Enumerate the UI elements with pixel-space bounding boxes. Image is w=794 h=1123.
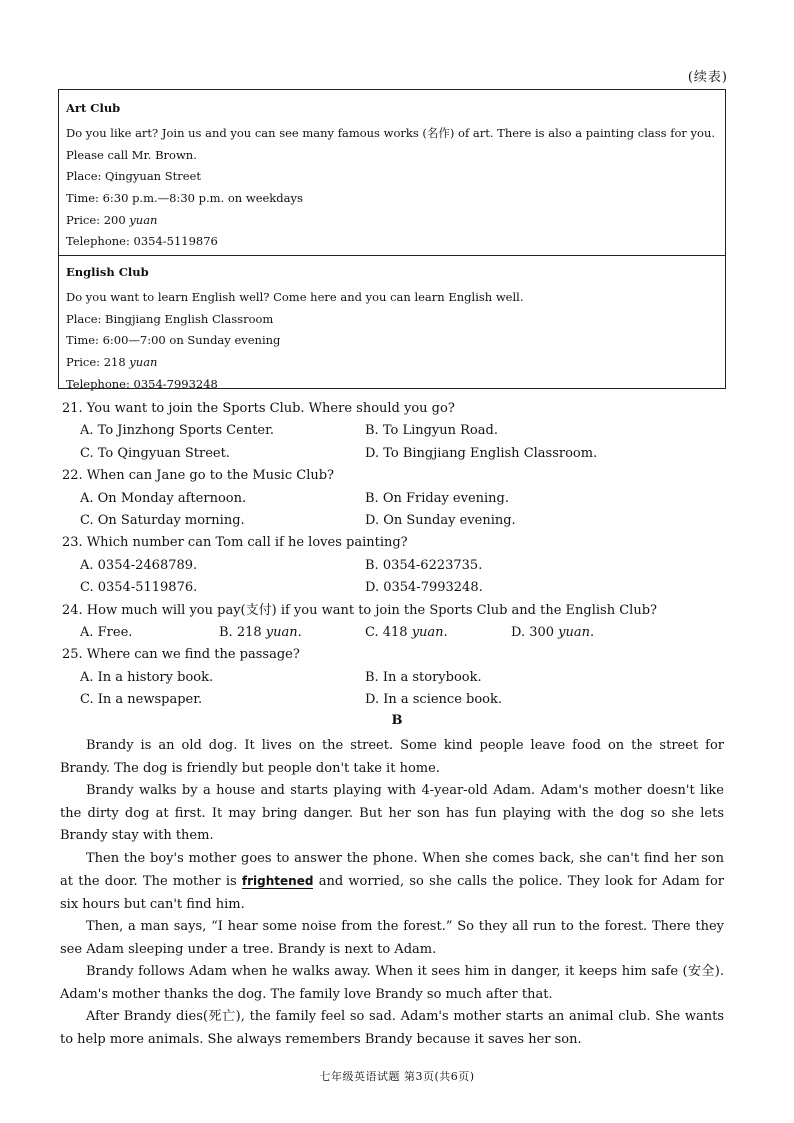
- question-21: 21. You want to join the Sports Club. Where should you go?: [62, 401, 455, 416]
- passage-paragraph-5: Brandy follows Adam when he walks away. When it sees him in danger, it keeps him safe (安全). Adam's mother thanks the dog. The family love Brandy so much after that.: [60, 964, 724, 1002]
- question-21-options-row-1: [62, 420, 742, 442]
- passage-paragraph-4: Then, a man says, “I hear some noise from the forest.” So they all run to the forest. There they see Adam sleeping under a tree. Brandy is next to Adam.: [60, 919, 724, 957]
- question-21-options-row-2: [62, 443, 742, 465]
- art-club-telephone: Telephone: 0354-5119876: [66, 234, 218, 249]
- art-club-call: Please call Mr. Brown.: [66, 147, 197, 162]
- continuation-label: (续表): [687, 70, 728, 85]
- question-24-option-b-unit: yuan: [265, 624, 298, 640]
- art-club-time: Time: 6:30 p.m.—8:30 p.m. on weekdays: [66, 191, 303, 206]
- question-24-option-b: B. 218 yuan.: [219, 624, 302, 640]
- question-22-option-c: C. On Saturday morning.: [80, 512, 245, 528]
- question-22-option-b: B. On Friday evening.: [365, 490, 510, 506]
- passage-paragraph-3-end: and worried, so she calls the police. They look for Adam for six hours but can't find him.: [60, 874, 724, 912]
- section-b-heading: B: [391, 713, 403, 728]
- question-25-option-b: B. In a storybook.: [365, 669, 482, 685]
- question-25-option-d: D. In a science book.: [365, 692, 503, 708]
- english-club-place: Place: Bingjiang English Classroom: [66, 311, 274, 326]
- question-23-option-c: C. 0354-5119876.: [80, 580, 198, 596]
- question-21-option-d: D. To Bingjiang English Classroom.: [365, 445, 598, 461]
- question-24-options-row: [62, 622, 742, 644]
- reading-passage: [60, 735, 724, 1051]
- question-24-option-b-value: B. 218: [219, 624, 266, 640]
- question-21-option-c: C. To Qingyuan Street.: [80, 445, 230, 461]
- english-club-section: [59, 256, 725, 389]
- english-club-price: [66, 352, 725, 374]
- english-club-price-value: Price: 218: [66, 355, 130, 370]
- question-24-option-a: A. Free.: [80, 624, 133, 640]
- art-club-intro: Do you like art? Join us and you can see many famous works (名作) of art. There is also a painting class for you.: [66, 126, 716, 140]
- question-24-option-d: D. 300 yuan.: [511, 624, 595, 640]
- question-list: [62, 398, 742, 711]
- question-22-option-d: D. On Sunday evening.: [365, 512, 516, 528]
- question-24-option-c-value: C. 418: [365, 624, 412, 640]
- highlighted-word: frightened: [241, 874, 314, 888]
- english-club-intro: Do you want to learn English well? Come here and you can learn English well.: [66, 290, 524, 304]
- art-club-price-unit: yuan: [129, 212, 158, 227]
- english-club-telephone: Telephone: 0354-7993248: [66, 376, 218, 391]
- question-23-option-a: A. 0354-2468789.: [80, 557, 198, 573]
- question-22-option-a: A. On Monday afternoon.: [80, 490, 247, 506]
- passage-paragraph-3-start: Then the boy's mother goes to answer the phone. When she comes back, she can't find her son at the door. The mother is: [60, 850, 724, 889]
- question-25-option-a: A. In a history book.: [80, 669, 214, 685]
- question-24-option-c: C. 418 yuan.: [365, 624, 448, 640]
- question-24: 24. How much will you pay(支付) if you want to join the Sports Club and the English Club?: [62, 602, 657, 618]
- passage-paragraph-3: [60, 848, 724, 917]
- question-24-option-d-value: D. 300: [511, 624, 559, 640]
- question-23-options-row-2: [62, 577, 742, 599]
- question-23-option-b: B. 0354-6223735.: [365, 557, 483, 573]
- question-23-options-row-1: [62, 555, 742, 577]
- question-25-options-row-2: [62, 689, 742, 711]
- english-club-time: Time: 6:00—7:00 on Sunday evening: [66, 333, 281, 348]
- question-24-option-c-unit: yuan: [411, 624, 444, 640]
- question-23: 23. Which number can Tom call if he loves painting?: [62, 535, 408, 551]
- art-club-section: [59, 90, 725, 256]
- question-22-options-row-2: [62, 510, 742, 532]
- passage-paragraph-2: Brandy walks by a house and starts playing with 4-year-old Adam. Adam's mother doesn't like the dirty dog at first. It may bring danger. But her son has fun playing with the dog so she lets Brandy stay with them.: [60, 783, 724, 843]
- art-club-price: [66, 210, 725, 232]
- question-22: 22. When can Jane go to the Music Club?: [62, 468, 335, 484]
- question-25: 25. Where can we find the passage?: [62, 647, 300, 663]
- page-footer: 七年级英语试题 第3页(共6页): [319, 1070, 475, 1083]
- question-25-option-c: C. In a newspaper.: [80, 692, 203, 708]
- passage-paragraph-6: After Brandy dies(死亡), the family feel so sad. Adam's mother starts an animal club. She wants to help more animals. She always remembers Brandy because it saves her son.: [60, 1009, 724, 1047]
- question-22-options-row-1: [62, 488, 742, 510]
- question-21-option-b: B. To Lingyun Road.: [365, 423, 498, 439]
- art-club-title: Art Club: [66, 101, 121, 115]
- question-25-options-row-1: [62, 667, 742, 689]
- art-club-place: Place: Qingyuan Street: [66, 169, 201, 184]
- english-club-title: English Club: [66, 265, 149, 279]
- question-24-option-d-unit: yuan: [558, 624, 591, 640]
- art-club-price-value: Price: 200: [66, 212, 130, 227]
- question-21-option-a: A. To Jinzhong Sports Center.: [80, 423, 275, 439]
- passage-paragraph-1: Brandy is an old dog. It lives on the street. Some kind people leave food on the street for Brandy. The dog is friendly but people don't take it home.: [60, 738, 724, 776]
- question-23-option-d: D. 0354-7993248.: [365, 580, 483, 596]
- english-club-price-unit: yuan: [129, 355, 158, 370]
- club-table: [58, 89, 726, 389]
